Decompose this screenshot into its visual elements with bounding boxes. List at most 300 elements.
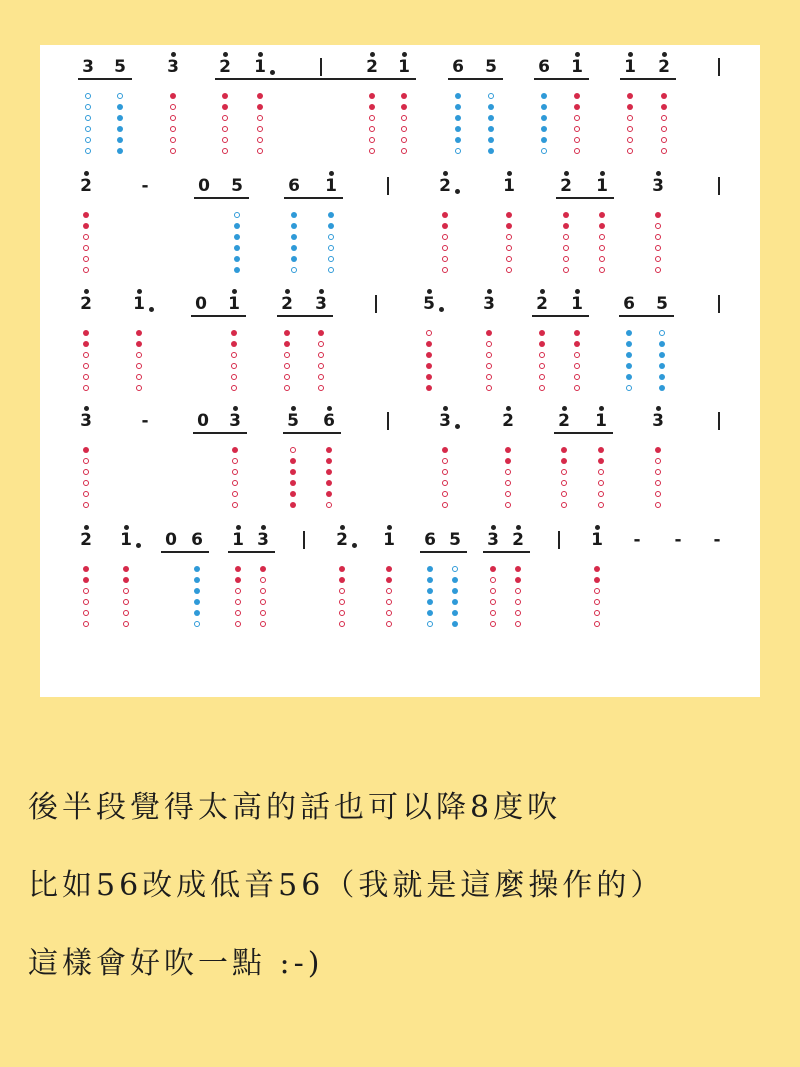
note-line-2: 比如56改成低音56（我就是這麼操作的） — [28, 868, 665, 903]
finger-hole — [539, 341, 545, 347]
augmentation-dot — [439, 307, 444, 312]
finger-hole — [426, 385, 432, 391]
finger-hole — [426, 363, 432, 369]
finger-hole — [561, 480, 567, 486]
octave-dot — [443, 171, 448, 176]
finger-hole — [488, 93, 494, 99]
finger-hole — [123, 588, 129, 594]
octave-dot — [319, 289, 324, 294]
finger-hole — [563, 223, 569, 229]
octave-dot — [261, 525, 266, 530]
note-digit: 1 — [133, 294, 145, 314]
finger-hole — [369, 104, 375, 110]
finger-hole — [328, 223, 334, 229]
finger-hole — [574, 363, 580, 369]
barline — [558, 531, 560, 549]
note-digit: 2 — [281, 294, 293, 314]
finger-hole — [599, 267, 605, 273]
finger-hole — [506, 234, 512, 240]
finger-hole — [626, 385, 632, 391]
finger-hole — [222, 137, 228, 143]
finger-hole — [231, 330, 237, 336]
finger-hole — [455, 148, 461, 154]
finger-hole — [574, 352, 580, 358]
note-digit: 6 — [424, 530, 436, 550]
finger-hole — [490, 621, 496, 627]
note-digit: 5 — [231, 176, 243, 196]
finger-hole — [574, 341, 580, 347]
finger-hole — [486, 374, 492, 380]
finger-hole — [659, 385, 665, 391]
finger-hole — [117, 93, 123, 99]
finger-hole — [136, 341, 142, 347]
finger-hole — [83, 566, 89, 572]
finger-hole — [257, 93, 263, 99]
finger-hole — [83, 621, 89, 627]
finger-hole — [661, 115, 667, 121]
finger-hole — [659, 363, 665, 369]
finger-hole — [661, 104, 667, 110]
note-digit: 2 — [336, 530, 348, 550]
finger-hole — [486, 330, 492, 336]
finger-hole — [655, 480, 661, 486]
finger-hole — [426, 330, 432, 336]
note-digit: 2 — [658, 57, 670, 77]
finger-hole — [83, 234, 89, 240]
finger-hole — [659, 341, 665, 347]
finger-hole — [561, 469, 567, 475]
finger-hole — [231, 385, 237, 391]
barline — [303, 531, 305, 549]
finger-hole — [598, 447, 604, 453]
finger-hole — [83, 458, 89, 464]
finger-hole — [326, 469, 332, 475]
note-line-1: 後半段覺得太高的話也可以降8度吹 — [28, 790, 562, 825]
finger-hole — [541, 148, 547, 154]
finger-hole — [369, 115, 375, 121]
finger-hole — [232, 502, 238, 508]
finger-hole — [627, 104, 633, 110]
barline — [375, 295, 377, 313]
beam-underline — [284, 432, 338, 434]
finger-hole — [257, 115, 263, 121]
finger-hole — [369, 126, 375, 132]
finger-hole — [488, 148, 494, 154]
finger-hole — [339, 588, 345, 594]
finger-hole — [136, 374, 142, 380]
finger-hole — [170, 148, 176, 154]
finger-hole — [401, 104, 407, 110]
finger-hole — [194, 566, 200, 572]
finger-hole — [194, 621, 200, 627]
finger-hole — [83, 491, 89, 497]
finger-hole — [83, 363, 89, 369]
finger-hole — [83, 267, 89, 273]
finger-hole — [455, 93, 461, 99]
finger-hole — [574, 115, 580, 121]
beam-underline — [192, 315, 243, 317]
finger-hole — [328, 234, 334, 240]
octave-dot — [595, 525, 600, 530]
note-digit: 3 — [315, 294, 327, 314]
finger-hole — [452, 588, 458, 594]
finger-hole — [626, 374, 632, 380]
finger-hole — [505, 480, 511, 486]
finger-hole — [626, 363, 632, 369]
finger-hole — [401, 126, 407, 132]
finger-hole — [486, 385, 492, 391]
barline — [718, 295, 720, 313]
finger-hole — [339, 566, 345, 572]
finger-hole — [401, 93, 407, 99]
finger-hole — [655, 469, 661, 475]
finger-hole — [442, 480, 448, 486]
finger-hole — [326, 491, 332, 497]
finger-hole — [426, 374, 432, 380]
finger-hole — [284, 363, 290, 369]
finger-hole — [442, 491, 448, 497]
finger-hole — [232, 491, 238, 497]
finger-hole — [386, 599, 392, 605]
finger-hole — [563, 256, 569, 262]
finger-hole — [318, 341, 324, 347]
finger-hole — [515, 566, 521, 572]
finger-hole — [661, 137, 667, 143]
finger-hole — [488, 137, 494, 143]
finger-hole — [455, 104, 461, 110]
finger-hole — [426, 341, 432, 347]
finger-hole — [170, 93, 176, 99]
note-digit: 1 — [254, 57, 266, 77]
finger-hole — [627, 137, 633, 143]
beam-underline — [484, 551, 527, 553]
finger-hole — [83, 599, 89, 605]
note-digit: 2 — [366, 57, 378, 77]
beam-underline — [229, 551, 272, 553]
barline — [718, 177, 720, 195]
finger-hole — [598, 502, 604, 508]
finger-hole — [515, 610, 521, 616]
barline — [718, 412, 720, 430]
finger-hole — [626, 330, 632, 336]
finger-hole — [490, 566, 496, 572]
note-digit: 1 — [591, 530, 603, 550]
finger-hole — [599, 212, 605, 218]
barline — [387, 412, 389, 430]
finger-hole — [318, 363, 324, 369]
note-digit: 2 — [536, 294, 548, 314]
note-digit: 2 — [219, 57, 231, 77]
finger-hole — [235, 588, 241, 594]
finger-hole — [655, 256, 661, 262]
finger-hole — [655, 447, 661, 453]
finger-hole — [117, 148, 123, 154]
octave-dot — [223, 52, 228, 57]
note-digit: 5 — [485, 57, 497, 77]
finger-hole — [386, 588, 392, 594]
finger-hole — [291, 212, 297, 218]
note-digit: 5 — [114, 57, 126, 77]
finger-hole — [83, 223, 89, 229]
finger-hole — [83, 469, 89, 475]
finger-hole — [222, 104, 228, 110]
dash-symbol: - — [633, 530, 641, 550]
finger-hole — [369, 137, 375, 143]
finger-hole — [574, 148, 580, 154]
finger-hole — [318, 352, 324, 358]
augmentation-dot — [352, 543, 357, 548]
finger-hole — [442, 447, 448, 453]
finger-hole — [328, 267, 334, 273]
note-digit: 6 — [452, 57, 464, 77]
finger-hole — [561, 502, 567, 508]
finger-hole — [291, 245, 297, 251]
finger-hole — [427, 599, 433, 605]
finger-hole — [117, 104, 123, 110]
finger-hole — [290, 469, 296, 475]
finger-hole — [442, 469, 448, 475]
finger-hole — [427, 588, 433, 594]
finger-hole — [222, 93, 228, 99]
note-digit: 0 — [198, 176, 210, 196]
finger-hole — [85, 126, 91, 132]
finger-hole — [83, 256, 89, 262]
note-digit: 6 — [538, 57, 550, 77]
finger-hole — [170, 126, 176, 132]
finger-hole — [661, 93, 667, 99]
octave-dot — [137, 289, 142, 294]
finger-hole — [222, 148, 228, 154]
note-digit: 0 — [165, 530, 177, 550]
finger-hole — [426, 352, 432, 358]
finger-hole — [232, 469, 238, 475]
octave-dot — [540, 289, 545, 294]
finger-hole — [260, 577, 266, 583]
note-digit: 3 — [167, 57, 179, 77]
beam-underline — [557, 197, 611, 199]
finger-hole — [83, 610, 89, 616]
finger-hole — [291, 256, 297, 262]
octave-dot — [340, 525, 345, 530]
dash-symbol: - — [141, 411, 149, 431]
finger-hole — [655, 491, 661, 497]
octave-dot — [233, 406, 238, 411]
octave-dot — [232, 289, 237, 294]
finger-hole — [655, 502, 661, 508]
finger-hole — [627, 115, 633, 121]
finger-hole — [326, 447, 332, 453]
finger-hole — [85, 93, 91, 99]
finger-hole — [627, 126, 633, 132]
finger-hole — [83, 330, 89, 336]
barline — [718, 58, 720, 76]
finger-hole — [83, 577, 89, 583]
finger-hole — [386, 610, 392, 616]
finger-hole — [234, 256, 240, 262]
finger-hole — [594, 566, 600, 572]
finger-hole — [318, 330, 324, 336]
augmentation-dot — [270, 70, 275, 75]
octave-dot — [84, 171, 89, 176]
finger-hole — [83, 447, 89, 453]
finger-hole — [539, 385, 545, 391]
finger-hole — [284, 330, 290, 336]
finger-hole — [515, 621, 521, 627]
finger-hole — [506, 212, 512, 218]
finger-hole — [235, 599, 241, 605]
finger-hole — [369, 148, 375, 154]
note-digit: 1 — [383, 530, 395, 550]
finger-hole — [655, 234, 661, 240]
finger-hole — [83, 588, 89, 594]
octave-dot — [236, 525, 241, 530]
finger-hole — [136, 385, 142, 391]
finger-hole — [452, 577, 458, 583]
finger-hole — [257, 126, 263, 132]
finger-hole — [123, 599, 129, 605]
finger-hole — [117, 115, 123, 121]
finger-hole — [561, 458, 567, 464]
finger-hole — [170, 137, 176, 143]
finger-hole — [328, 212, 334, 218]
finger-hole — [83, 352, 89, 358]
finger-hole — [427, 566, 433, 572]
finger-hole — [655, 223, 661, 229]
finger-hole — [260, 621, 266, 627]
finger-hole — [598, 458, 604, 464]
finger-hole — [386, 566, 392, 572]
finger-hole — [626, 341, 632, 347]
finger-hole — [284, 352, 290, 358]
finger-hole — [486, 363, 492, 369]
finger-hole — [260, 566, 266, 572]
octave-dot — [516, 525, 521, 530]
octave-dot — [600, 171, 605, 176]
octave-dot — [427, 289, 432, 294]
finger-hole — [505, 491, 511, 497]
finger-hole — [541, 126, 547, 132]
beam-underline — [194, 432, 244, 434]
note-digit: 6 — [288, 176, 300, 196]
octave-dot — [656, 406, 661, 411]
note-digit: 1 — [232, 530, 244, 550]
note-digit: 2 — [80, 294, 92, 314]
finger-hole — [83, 385, 89, 391]
finger-hole — [194, 610, 200, 616]
octave-dot — [329, 171, 334, 176]
octave-dot — [564, 171, 569, 176]
note-digit: 5 — [423, 294, 435, 314]
finger-hole — [194, 577, 200, 583]
finger-hole — [574, 330, 580, 336]
note-digit: 2 — [439, 176, 451, 196]
finger-hole — [455, 137, 461, 143]
finger-hole — [232, 480, 238, 486]
octave-dot — [628, 52, 633, 57]
finger-hole — [574, 137, 580, 143]
finger-hole — [442, 212, 448, 218]
note-digit: 1 — [571, 294, 583, 314]
note-digit: 3 — [257, 530, 269, 550]
note-digit: 1 — [571, 57, 583, 77]
finger-hole — [231, 374, 237, 380]
finger-hole — [83, 212, 89, 218]
finger-hole — [234, 234, 240, 240]
finger-hole — [442, 256, 448, 262]
octave-dot — [84, 289, 89, 294]
finger-hole — [561, 447, 567, 453]
finger-hole — [83, 245, 89, 251]
augmentation-dot — [149, 307, 154, 312]
finger-hole — [598, 469, 604, 475]
finger-hole — [655, 212, 661, 218]
finger-hole — [170, 115, 176, 121]
finger-hole — [257, 104, 263, 110]
finger-hole — [563, 267, 569, 273]
finger-hole — [284, 341, 290, 347]
beam-underline — [162, 551, 206, 553]
note-digit: 1 — [596, 176, 608, 196]
note-digit: 2 — [558, 411, 570, 431]
note-digit: 1 — [503, 176, 515, 196]
finger-hole — [235, 610, 241, 616]
finger-hole — [490, 588, 496, 594]
note-digit: 6 — [323, 411, 335, 431]
finger-hole — [386, 621, 392, 627]
note-digit: 0 — [195, 294, 207, 314]
note-digit: 0 — [197, 411, 209, 431]
beam-underline — [449, 78, 500, 80]
octave-dot — [370, 52, 375, 57]
note-digit: 2 — [502, 411, 514, 431]
octave-dot — [656, 171, 661, 176]
finger-hole — [442, 502, 448, 508]
finger-hole — [194, 599, 200, 605]
octave-dot — [124, 525, 129, 530]
finger-hole — [452, 566, 458, 572]
finger-hole — [594, 599, 600, 605]
finger-hole — [442, 234, 448, 240]
finger-hole — [598, 491, 604, 497]
finger-hole — [85, 137, 91, 143]
finger-hole — [291, 223, 297, 229]
note-digit: 3 — [652, 411, 664, 431]
note-digit: 3 — [439, 411, 451, 431]
finger-hole — [442, 245, 448, 251]
finger-hole — [83, 341, 89, 347]
finger-hole — [231, 352, 237, 358]
finger-hole — [284, 374, 290, 380]
finger-hole — [136, 352, 142, 358]
note-digit: 6 — [623, 294, 635, 314]
finger-hole — [257, 137, 263, 143]
finger-hole — [455, 115, 461, 121]
augmentation-dot — [455, 189, 460, 194]
finger-hole — [574, 374, 580, 380]
finger-hole — [339, 621, 345, 627]
octave-dot — [84, 406, 89, 411]
finger-hole — [563, 234, 569, 240]
finger-hole — [574, 93, 580, 99]
finger-hole — [260, 599, 266, 605]
beam-underline — [421, 551, 464, 553]
octave-dot — [84, 525, 89, 530]
finger-hole — [117, 126, 123, 132]
finger-hole — [291, 234, 297, 240]
octave-dot — [662, 52, 667, 57]
note-digit: 1 — [228, 294, 240, 314]
finger-hole — [83, 480, 89, 486]
